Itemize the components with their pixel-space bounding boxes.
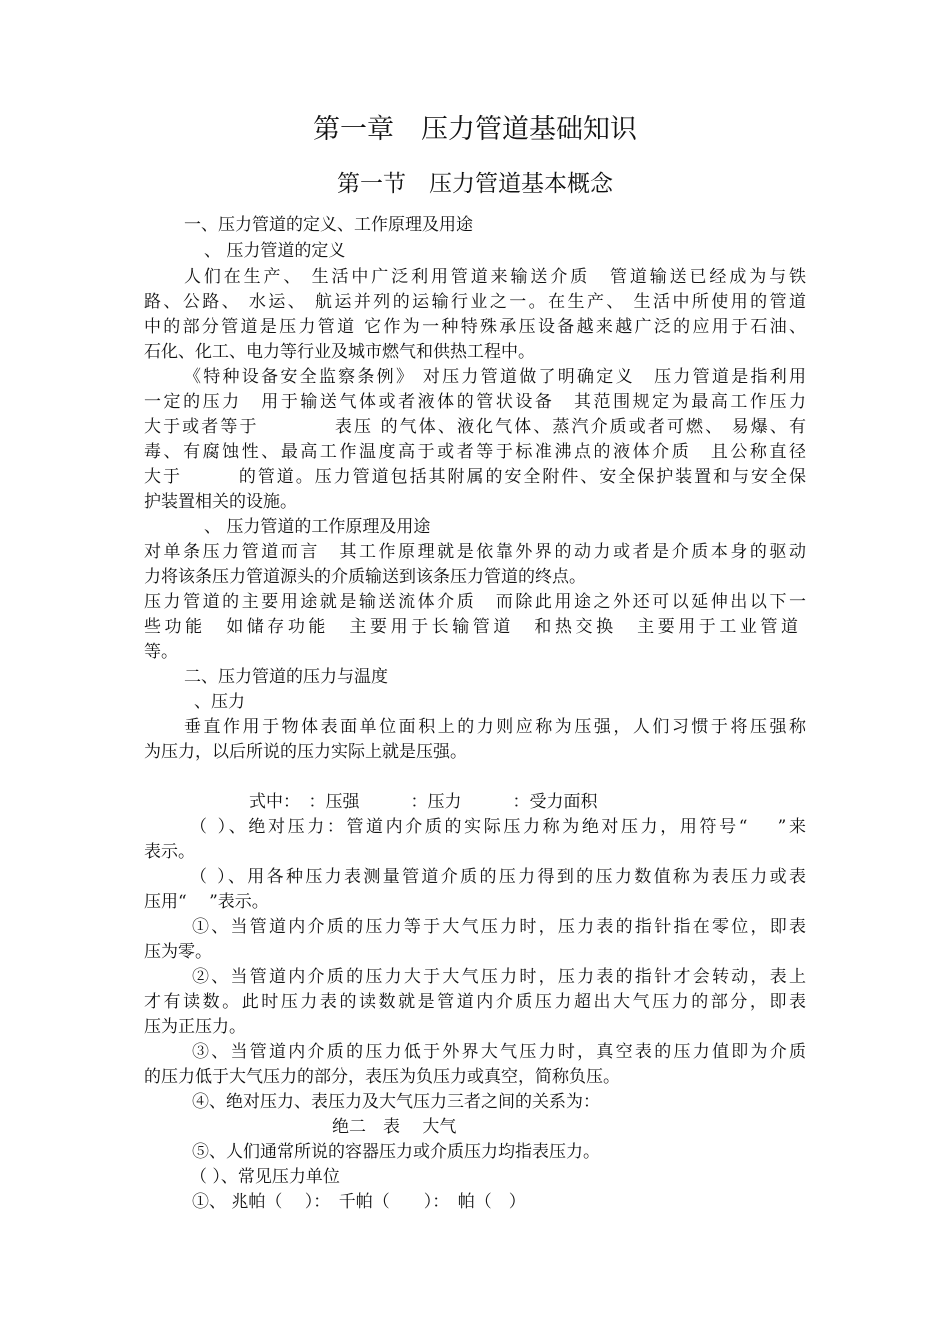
paragraph-line: 才有读数。此时压力表的读数就是管道内介质压力超出大气压力的部分，即表 — [144, 992, 806, 1012]
paragraph-line: 护装置相关的设施。 — [144, 492, 297, 512]
paragraph-line: ⑤、人们通常所说的容器压力或介质压力均指表压力。 — [192, 1142, 600, 1162]
paragraph-line: 表示。 — [144, 842, 195, 862]
subheading-definition: 、 压力管道的定义 — [204, 241, 346, 261]
subheading-pressure: 、压力 — [194, 692, 245, 712]
paragraph-line: 《特种设备安全监察条例》 对压力管道做了明确定义 压力管道是指利用 — [184, 367, 806, 387]
paragraph-line: ④、绝对压力、表压力及大气压力三者之间的关系为： — [192, 1092, 600, 1112]
chapter-title: 第一章 压力管道基础知识 — [313, 114, 637, 145]
paragraph-line: 对单条压力管道而言 其工作原理就是依靠外界的动力或者是介质本身的驱动 — [144, 542, 806, 562]
paragraph-line: 压用“ ”表示。 — [144, 892, 269, 912]
paragraph-line: 垂直作用于物体表面单位面积上的力则应称为压强，人们习惯于将压强称 — [184, 717, 806, 737]
paragraph-line: 压为正压力。 — [144, 1017, 246, 1037]
heading-pressure-temperature: 二、压力管道的压力与温度 — [184, 667, 388, 687]
paragraph-line: 等。 — [144, 642, 178, 662]
formula-legend: 式中： ：压强 ：压力 ：受力面积 — [249, 792, 598, 812]
subheading-principle-use: 、 压力管道的工作原理及用途 — [204, 517, 431, 537]
paragraph-line: 大于或者等于 表压 的气体、液化气体、蒸汽介质或者可燃、 易爆、有 — [144, 417, 806, 437]
paragraph-line: 一定的压力 用于输送气体或者液体的管状设备 其范围规定为最高工作压力 — [144, 392, 806, 412]
paragraph-line: 些功能 如储存功能 主要用于长输管道 和热交换 主要用于工业管道 — [144, 617, 798, 637]
paragraph-line: 中的部分管道是压力管道 它作为一种特殊承压设备越来越广泛的应用于石油、 — [144, 317, 806, 337]
section-title: 第一节 压力管道基本概念 — [337, 171, 613, 197]
paragraph-line: 为压力，以后所说的压力实际上就是压强。 — [144, 742, 467, 762]
paragraph-line: ②、当管道内介质的压力大于大气压力时，压力表的指针才会转动，表上 — [192, 967, 806, 987]
paragraph-line: 大于 的管道。压力管道包括其附属的安全附件、安全保护装置和与安全保 — [144, 467, 806, 487]
heading-definition-principle-use: 一、压力管道的定义、工作原理及用途 — [184, 215, 473, 235]
paragraph-line: 石化、化工、电力等行业及城市燃气和供热工程中。 — [144, 342, 535, 362]
pressure-relation-formula: 绝二 表 大气 — [332, 1117, 457, 1137]
paragraph-line: （ ）、用各种压力表测量管道介质的压力得到的压力数值称为表压力或表 — [190, 867, 806, 887]
paragraph-line: ①、当管道内介质的压力等于大气压力时，压力表的指针指在零位，即表 — [192, 917, 806, 937]
paragraph-line: （ ）、绝对压力：管道内介质的实际压力称为绝对压力，用符号“ ”来 — [190, 817, 806, 837]
pressure-units-line: ①、 兆帕（ ）： 千帕（ ）： 帕（ ） — [192, 1192, 526, 1212]
paragraph-line: 压为零。 — [144, 942, 212, 962]
paragraph-line: 路、公路、 水运、 航运并列的运输行业之一。在生产、 生活中所使用的管道 — [144, 292, 806, 312]
subheading-pressure-units: （ ）、常见压力单位 — [190, 1167, 340, 1187]
paragraph-line: 毒、有腐蚀性、最高工作温度高于或者等于标准沸点的液体介质 且公称直径 — [144, 442, 806, 462]
paragraph-line: 的压力低于大气压力的部分，表压为负压力或真空，简称负压。 — [144, 1067, 620, 1087]
paragraph-line: 人们在生产、 生活中广泛利用管道来输送介质 管道输送已经成为与铁 — [184, 267, 806, 287]
paragraph-line: 力将该条压力管道源头的介质输送到该条压力管道的终点。 — [144, 567, 586, 587]
paragraph-line: ③、当管道内介质的压力低于外界大气压力时，真空表的压力值即为介质 — [192, 1042, 806, 1062]
paragraph-line: 压力管道的主要用途就是输送流体介质 而除此用途之外还可以延伸出以下一 — [144, 592, 806, 612]
